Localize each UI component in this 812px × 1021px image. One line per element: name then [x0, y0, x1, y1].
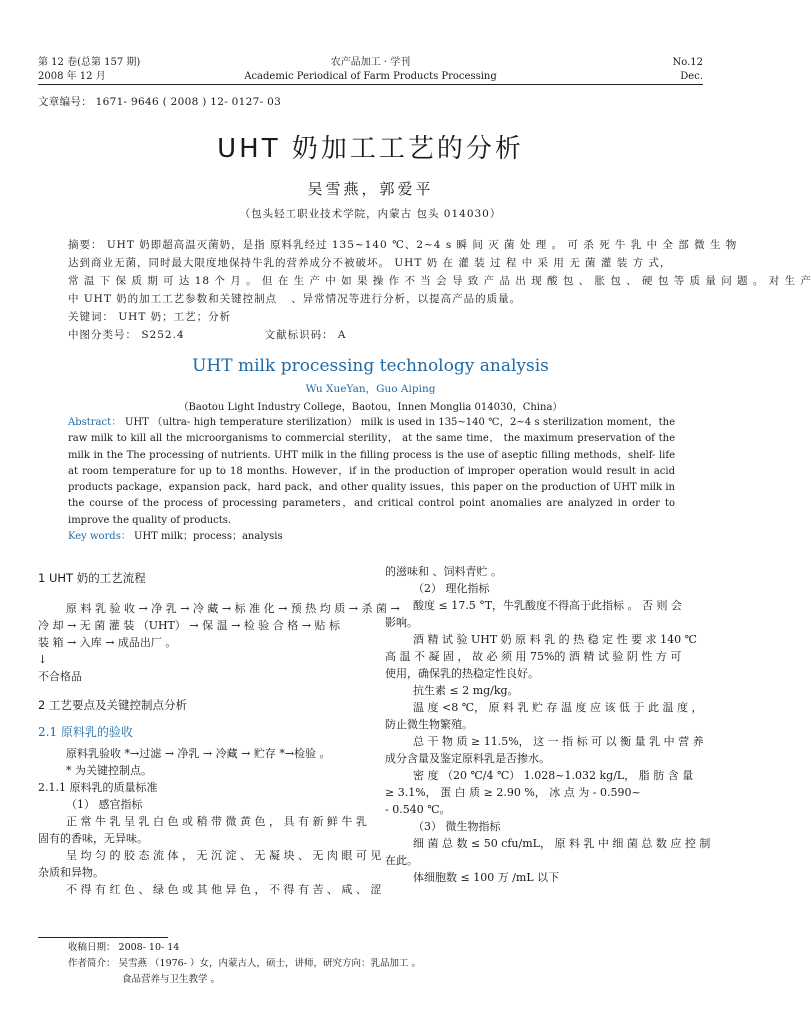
flow-line: 原料乳验收 *→过滤 → 净乳 → 冷藏 → 贮存 *→检验 。	[66, 747, 331, 760]
affiliation-en: （Baotou Light Industry College，Baotou，Innen Monglia 014030，China）	[178, 402, 563, 413]
body-line: 抗生素 ≤ 2 mg/kg。	[413, 684, 519, 697]
body-line: 使用，确保乳的热稳定性良好。	[385, 667, 539, 680]
body-line: 成分含量及鉴定原料乳是否掺水。	[385, 752, 550, 765]
item-heading: （2） 理化指标	[413, 582, 490, 595]
body-line: 体细胞数 ≤ 100 万 /mL 以下	[413, 871, 560, 884]
body-line: 固有的香味，无异味。	[38, 832, 148, 845]
body-line: 在此。	[385, 854, 418, 867]
footnote-rule	[38, 937, 168, 938]
body-line: 密 度 （20 ℃/4 ℃） 1.028~1.032 kg/L， 脂 肪 含 量	[413, 769, 694, 782]
subsection-heading: 2.1 原料乳的验收	[38, 725, 133, 739]
body-line: 温 度 <8 ℃， 原 料 乳 贮 存 温 度 应 该 低 于 此 温 度 ，	[413, 701, 703, 714]
keywords-en-label: Key words：	[68, 531, 131, 543]
body-line: 正 常 牛 乳 呈 乳 白 色 或 稍 带 微 黄 色 ， 具 有 新 鲜 牛 乳	[66, 815, 367, 828]
body-line: 细 菌 总 数 ≤ 50 cfu/mL， 原 料 乳 中 细 菌 总 数 应 控 制	[413, 837, 711, 850]
flow-line: 装 箱 → 入库 → 成品出厂 。	[38, 636, 177, 649]
paper-title-cn: UHT 奶加工工艺的分析	[217, 134, 524, 164]
body-line: 防止微生物繁殖。	[385, 718, 473, 731]
document-code: 文献标识码： A	[264, 329, 347, 341]
body-left-column	[38, 570, 400, 898]
affiliation-cn: （包头轻工职业技术学院，内蒙古 包头 014030）	[239, 208, 502, 220]
body-line: - 0.540 ℃。	[385, 803, 451, 816]
section-heading: 1 UHT 奶的工艺流程	[38, 571, 146, 585]
journal-name	[0, 56, 741, 84]
issue-info	[673, 56, 704, 84]
authors-cn: 吴雪燕，郭爱平	[307, 180, 434, 198]
note: * 为关键控制点。	[66, 764, 152, 777]
body-line: ≥ 3.1%， 蛋 白 质 ≥ 2.90 %， 冰 点 为 - 0.590~	[385, 786, 641, 799]
header-rule	[38, 84, 703, 85]
section-heading: 2 工艺要点及关键控制点分析	[38, 698, 187, 712]
author-bio-continued: 食品营养与卫生教学 。	[122, 974, 221, 985]
abstract-en-label: Abstract：	[68, 417, 122, 428]
footnotes	[68, 940, 421, 988]
abstract-cn-line: 摘要： UHT 奶即超高温灭菌奶，是指 原料乳经过 135~140 ℃、2~4 s 瞬 间 灭 菌 处 理 。 可 杀 死 牛 乳 中 全 部 微 生 物	[68, 239, 738, 251]
authors-en: Wu XueYan，Guo Aiping	[305, 383, 436, 395]
article-number: 文章编号： 1671- 9646 ( 2008 ) 12- 0127- 03	[38, 96, 282, 108]
abstract-en-text: UHT （ultra- high temperature sterilization） milk is used in 135~140 ℃，2~4 s sterilization moment，the raw milk to kill all the microorganisms to commercial sterility， at the same time， the maximum preservation of the milk in the The processing of nutrients. UHT milk in the filling process is the use of aseptic filling methods，shelf- life at room temperature for up to 18 months. However，if in the production of improper operation would result in acid products package，expansion pack，hard pack，and other quality issues，this paper on the production of UHT milk in the course of the process of processing parameters，and critical control point anomalies are analyzed in order to improve the quality of products.	[68, 417, 675, 526]
body-line: 酸度 ≤ 17.5 °T，牛乳酸度不得高于此指标 。 否 则 会	[413, 599, 683, 612]
body-right-column	[385, 563, 711, 886]
flow-line: 不合格品	[38, 670, 82, 683]
subsection-heading: 2.1.1 原料乳的质量标准	[38, 781, 158, 794]
body-line: 酒 精 试 验 UHT 奶 原 料 乳 的 热 稳 定 性 要 求 140 ℃	[413, 633, 697, 646]
item-heading: （1） 感官指标	[66, 798, 143, 811]
flow-arrow: ↓	[38, 653, 48, 666]
keywords-cn: 关键词： UHT 奶；工艺；分析	[68, 311, 232, 323]
flow-line: 冷 却 → 无 菌 灌 装 （UHT） → 保 温 → 检 验 合 格 → 贴 标	[38, 619, 341, 632]
abstract-cn-line: 达到商业无菌，同时最大限度地保持牛乳的营养成分不被破坏。 UHT 奶 在 灌 装 过 程 中 采 用 无 菌 灌 装 方 式，	[68, 257, 672, 269]
flow-line: 原 料 乳 验 收 → 净 乳 → 冷 藏 → 标 准 化 → 预 热 均 质 → 杀 菌 →	[66, 602, 400, 615]
year-month: 2008 年 12 月	[38, 71, 106, 82]
abstract-cn-line	[68, 290, 675, 308]
item-heading: （3） 微生物指标	[413, 820, 501, 833]
body-line: 总 干 物 质 ≥ 11.5%， 这 一 指 标 可 以 衡 量 乳 中 营 养	[413, 735, 704, 748]
body-line: 的滋味和 、饲料青贮 。	[385, 565, 502, 578]
abstract-cn-line: 常 温 下 保 质 期 可 达 18 个 月 。 但 在 生 产 中 如 果 操 作 不 当 会 导 致 产 品 出 现 酸 包 、 胀 包 、 硬 包 等 质 量 问 题 。 对 生 产	[68, 275, 812, 287]
abstract-cn-segment: 中 UHT 奶的加工工艺参数和关键控制点	[68, 293, 278, 305]
issue-number: No.12	[672, 57, 703, 68]
volume-issue: 第 12 卷(总第 157 期)	[38, 57, 141, 68]
body-line: 高 温 不 凝 固 ， 故 必 须 用 75%的 酒 精 试 验 阴 性 方 可	[385, 650, 682, 663]
received-date: 收稿日期： 2008- 10- 14	[68, 942, 180, 953]
paper-title-en: UHT milk processing technology analysis	[192, 356, 549, 376]
keywords-en-text: UHT milk；process；analysis	[134, 531, 283, 543]
body-line: 呈 均 匀 的 胶 态 流 体 ， 无 沉 淀 、 无 凝 块 、 无 肉 眼 可 见	[66, 849, 382, 862]
journal-name-en: Academic Periodical of Farm Products Processing	[244, 71, 497, 82]
abstract-cn	[68, 236, 812, 344]
abstract-en	[68, 415, 675, 545]
body-line: 不 得 有 红 色 、 绿 色 或 其 他 异 色 ， 不 得 有 苦 、 咸 、 涩	[66, 883, 382, 896]
abstract-cn-segment: 、异常情况等进行分析，以提高产品的质量。	[291, 293, 522, 305]
body-line: 影响。	[385, 616, 418, 629]
clc-number: 中图分类号： S252.4	[68, 329, 185, 341]
issue-month: Dec.	[680, 71, 703, 82]
author-bio: 作者简介： 吴雪燕 （1976- ）女，内蒙古人，硕士，讲师，研究方向：乳品加工 。	[68, 958, 421, 969]
classification	[68, 326, 675, 344]
journal-name-cn: 农产品加工 · 学刊	[330, 57, 411, 68]
body-line: 杂质和异物。	[38, 866, 104, 879]
